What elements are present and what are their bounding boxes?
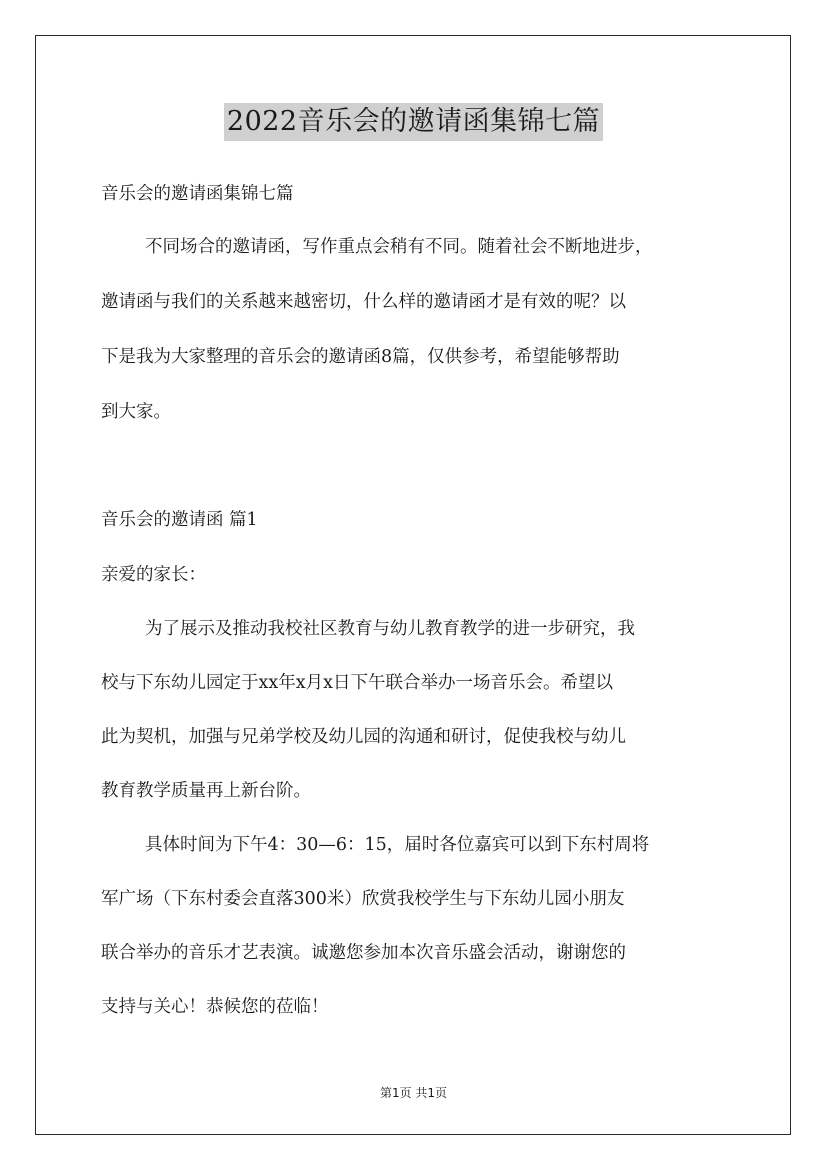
para2-line-2: 军广场（下东村委会直落300米）欣赏我校学生与下东幼儿园小朋友 (101, 889, 625, 909)
para1-line-4: 教育教学质量再上新台阶。 (101, 781, 311, 801)
title-container (0, 103, 827, 141)
para2-line-1: 具体时间为下午4：30—6：15，届时各位嘉宾可以到下东村周将 (145, 835, 650, 855)
para2-line-4: 支持与关心！恭候您的莅临！ (101, 997, 329, 1017)
intro-line-2: 邀请函与我们的关系越来越密切，什么样的邀请函才是有效的呢？以 (101, 292, 626, 312)
document-title: 2022音乐会的邀请函集锦七篇 (224, 103, 603, 141)
intro-line-4: 到大家。 (101, 402, 171, 422)
intro-line-1: 不同场合的邀请函，写作重点会稍有不同。随着社会不断地进步， (145, 237, 653, 257)
para1-line-3: 此为契机，加强与兄弟学校及幼儿园的沟通和研讨，促使我校与幼儿 (101, 727, 626, 747)
section-heading: 音乐会的邀请函 篇1 (101, 510, 258, 530)
para2-line-3: 联合举办的音乐才艺表演。诚邀您参加本次音乐盛会活动，谢谢您的 (101, 943, 626, 963)
salutation: 亲爱的家长： (101, 565, 206, 585)
intro-line-3: 下是我为大家整理的音乐会的邀请函8篇，仅供参考，希望能够帮助 (101, 347, 620, 367)
para1-line-2: 校与下东幼儿园定于xx年x月x日下午联合举办一场音乐会。希望以 (101, 673, 613, 693)
para1-line-1: 为了展示及推动我校社区教育与幼儿教育教学的进一步研究，我 (145, 619, 635, 639)
page-footer: 第1页 共1页 (379, 1086, 448, 1100)
document-subtitle: 音乐会的邀请函集锦七篇 (101, 184, 294, 204)
